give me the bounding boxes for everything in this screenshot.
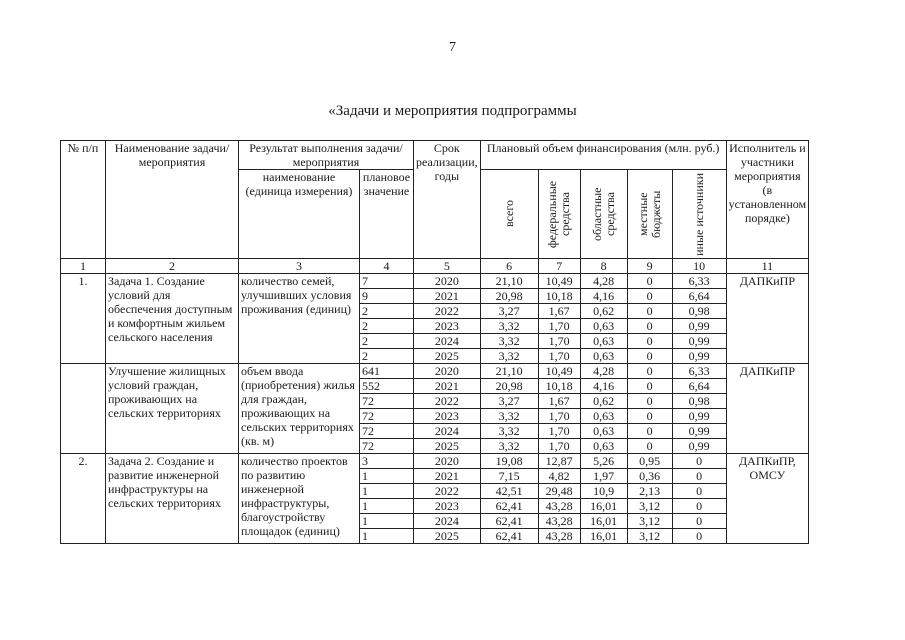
cell-federal: 10,18 xyxy=(538,379,580,394)
cell-local: 0 xyxy=(627,424,672,439)
row-number xyxy=(61,364,106,454)
executor: ДАПКиПР, ОМСУ xyxy=(726,454,809,544)
cell-other: 6,33 xyxy=(672,274,726,289)
cell-plan: 2 xyxy=(360,319,414,334)
cell-plan: 72 xyxy=(360,394,414,409)
cell-local: 0 xyxy=(627,364,672,379)
cell-plan: 1 xyxy=(360,484,414,499)
header-federal-label: федеральные средства xyxy=(545,180,573,248)
cell-regional: 4,16 xyxy=(580,379,627,394)
cell-other: 0 xyxy=(672,499,726,514)
cell-regional: 4,28 xyxy=(580,274,627,289)
cell-federal: 1,70 xyxy=(538,319,580,334)
cell-federal: 43,28 xyxy=(538,514,580,529)
cell-total: 3,32 xyxy=(480,424,538,439)
cell-plan: 1 xyxy=(360,499,414,514)
cell-regional: 4,16 xyxy=(580,289,627,304)
cell-regional: 0,63 xyxy=(580,349,627,364)
cell-plan: 552 xyxy=(360,379,414,394)
cell-plan: 3 xyxy=(360,454,414,469)
cell-other: 0 xyxy=(672,514,726,529)
cell-plan: 1 xyxy=(360,529,414,544)
cell-total: 3,32 xyxy=(480,439,538,454)
cell-local: 0 xyxy=(627,289,672,304)
plan-table xyxy=(60,140,809,544)
task-name: Задача 1. Создание условий для обеспечения доступным и комфортным жильем сельского населения xyxy=(106,274,239,364)
cell-local: 0 xyxy=(627,349,672,364)
header-local xyxy=(627,170,672,259)
cell-regional: 0,63 xyxy=(580,334,627,349)
cell-federal: 1,70 xyxy=(538,409,580,424)
table-row xyxy=(61,364,809,379)
row-number: 2. xyxy=(61,454,106,544)
cell-regional: 10,9 xyxy=(580,484,627,499)
cell-other: 6,64 xyxy=(672,379,726,394)
cell-federal: 12,87 xyxy=(538,454,580,469)
cell-year: 2023 xyxy=(414,409,481,424)
cell-total: 19,08 xyxy=(480,454,538,469)
cell-plan: 1 xyxy=(360,514,414,529)
column-number: 8 xyxy=(580,259,627,274)
cell-federal: 4,82 xyxy=(538,469,580,484)
cell-year: 2022 xyxy=(414,484,481,499)
result-name: объем ввода (приобретения) жилья для граждан, проживающих на сельских территориях (кв. м) xyxy=(239,364,360,454)
cell-year: 2025 xyxy=(414,349,481,364)
document-title: «Задачи и мероприятия подпрограммы xyxy=(328,103,577,119)
cell-total: 3,32 xyxy=(480,409,538,424)
cell-local: 0 xyxy=(627,319,672,334)
cell-other: 0 xyxy=(672,484,726,499)
cell-total: 20,98 xyxy=(480,379,538,394)
column-number: 1 xyxy=(61,259,106,274)
table-row xyxy=(61,274,809,289)
cell-year: 2021 xyxy=(414,289,481,304)
cell-plan: 72 xyxy=(360,409,414,424)
cell-plan: 7 xyxy=(360,274,414,289)
cell-plan: 9 xyxy=(360,289,414,304)
cell-other: 0,99 xyxy=(672,349,726,364)
cell-other: 6,64 xyxy=(672,289,726,304)
cell-regional: 0,63 xyxy=(580,424,627,439)
cell-local: 0 xyxy=(627,409,672,424)
column-number: 3 xyxy=(239,259,360,274)
header-term: Срок реализации, годы xyxy=(414,141,481,259)
cell-total: 62,41 xyxy=(480,499,538,514)
cell-federal: 29,48 xyxy=(538,484,580,499)
cell-year: 2021 xyxy=(414,469,481,484)
cell-regional: 1,97 xyxy=(580,469,627,484)
cell-local: 3,12 xyxy=(627,514,672,529)
cell-total: 62,41 xyxy=(480,529,538,544)
header-other xyxy=(672,170,726,259)
cell-total: 3,32 xyxy=(480,334,538,349)
row-number: 1. xyxy=(61,274,106,364)
cell-local: 0 xyxy=(627,394,672,409)
cell-other: 0,99 xyxy=(672,334,726,349)
task-name: Задача 2. Создание и развитие инженерной инфраструктуры на сельских территориях xyxy=(106,454,239,544)
cell-plan: 72 xyxy=(360,424,414,439)
cell-other: 0 xyxy=(672,529,726,544)
cell-regional: 16,01 xyxy=(580,514,627,529)
cell-total: 62,41 xyxy=(480,514,538,529)
cell-local: 0,95 xyxy=(627,454,672,469)
cell-local: 3,12 xyxy=(627,529,672,544)
cell-plan: 1 xyxy=(360,469,414,484)
cell-year: 2024 xyxy=(414,514,481,529)
cell-other: 0 xyxy=(672,469,726,484)
cell-other: 0,99 xyxy=(672,439,726,454)
header-other-label: иные источники xyxy=(691,172,706,256)
cell-federal: 1,67 xyxy=(538,394,580,409)
result-name: количество семей, улучшивших условия проживания (единиц) xyxy=(239,274,360,364)
cell-other: 0,98 xyxy=(672,304,726,319)
column-number: 10 xyxy=(672,259,726,274)
table-row xyxy=(61,454,809,469)
cell-plan: 2 xyxy=(360,334,414,349)
cell-federal: 43,28 xyxy=(538,529,580,544)
cell-federal: 1,67 xyxy=(538,304,580,319)
cell-year: 2024 xyxy=(414,424,481,439)
cell-other: 6,33 xyxy=(672,364,726,379)
cell-regional: 0,63 xyxy=(580,409,627,424)
header-total xyxy=(480,170,538,259)
cell-federal: 10,49 xyxy=(538,274,580,289)
column-number: 7 xyxy=(538,259,580,274)
column-number: 11 xyxy=(726,259,809,274)
cell-regional: 0,63 xyxy=(580,439,627,454)
executor: ДАПКиПР xyxy=(726,364,809,454)
column-number: 6 xyxy=(480,259,538,274)
header-result-name: наименование (единица измерения) xyxy=(239,170,360,259)
cell-regional: 5,26 xyxy=(580,454,627,469)
cell-local: 0 xyxy=(627,439,672,454)
result-name: количество проектов по развитию инженерной инфраструктуры, благоустройству площадок (единиц) xyxy=(239,454,360,544)
cell-regional: 0,62 xyxy=(580,394,627,409)
cell-total: 3,27 xyxy=(480,304,538,319)
header-name: Наименование задачи/мероприятия xyxy=(106,141,239,259)
cell-local: 0 xyxy=(627,274,672,289)
cell-plan: 2 xyxy=(360,349,414,364)
cell-local: 0 xyxy=(627,379,672,394)
header-regional xyxy=(580,170,627,259)
column-number: 2 xyxy=(106,259,239,274)
cell-federal: 43,28 xyxy=(538,499,580,514)
cell-total: 21,10 xyxy=(480,274,538,289)
header-finance: Плановый объем финансирования (млн. руб.) xyxy=(480,141,726,170)
cell-federal: 10,18 xyxy=(538,289,580,304)
cell-federal: 1,70 xyxy=(538,424,580,439)
cell-total: 3,27 xyxy=(480,394,538,409)
header-local-label: местные бюджеты xyxy=(635,190,663,238)
column-number-row xyxy=(61,259,809,274)
cell-regional: 16,01 xyxy=(580,499,627,514)
cell-local: 0 xyxy=(627,334,672,349)
cell-total: 7,15 xyxy=(480,469,538,484)
cell-year: 2023 xyxy=(414,319,481,334)
cell-year: 2024 xyxy=(414,334,481,349)
cell-other: 0,99 xyxy=(672,319,726,334)
cell-local: 0 xyxy=(627,304,672,319)
header-row-1 xyxy=(61,141,809,170)
cell-local: 3,12 xyxy=(627,499,672,514)
cell-total: 42,51 xyxy=(480,484,538,499)
cell-year: 2021 xyxy=(414,379,481,394)
cell-year: 2025 xyxy=(414,439,481,454)
cell-year: 2020 xyxy=(414,274,481,289)
cell-year: 2022 xyxy=(414,394,481,409)
cell-year: 2020 xyxy=(414,364,481,379)
cell-plan: 2 xyxy=(360,304,414,319)
page-number: 7 xyxy=(449,40,456,55)
cell-federal: 1,70 xyxy=(538,439,580,454)
cell-year: 2020 xyxy=(414,454,481,469)
cell-plan: 72 xyxy=(360,439,414,454)
header-result-plan: плановое значение xyxy=(360,170,414,259)
cell-regional: 0,62 xyxy=(580,304,627,319)
cell-federal: 10,49 xyxy=(538,364,580,379)
cell-other: 0,99 xyxy=(672,424,726,439)
cell-total: 3,32 xyxy=(480,349,538,364)
column-number: 9 xyxy=(627,259,672,274)
header-federal xyxy=(538,170,580,259)
cell-other: 0 xyxy=(672,454,726,469)
cell-regional: 4,28 xyxy=(580,364,627,379)
cell-year: 2023 xyxy=(414,499,481,514)
header-num: № п/п xyxy=(61,141,106,259)
cell-regional: 0,63 xyxy=(580,319,627,334)
cell-regional: 16,01 xyxy=(580,529,627,544)
cell-local: 2,13 xyxy=(627,484,672,499)
executor: ДАПКиПР xyxy=(726,274,809,364)
cell-year: 2025 xyxy=(414,529,481,544)
column-number: 5 xyxy=(414,259,481,274)
task-name: Улучшение жилищных условий граждан, проживающих на сельских территориях xyxy=(106,364,239,454)
cell-year: 2022 xyxy=(414,304,481,319)
cell-other: 0,99 xyxy=(672,409,726,424)
cell-total: 21,10 xyxy=(480,364,538,379)
header-regional-label: областные средства xyxy=(589,187,617,241)
cell-total: 3,32 xyxy=(480,319,538,334)
column-number: 4 xyxy=(360,259,414,274)
cell-plan: 641 xyxy=(360,364,414,379)
cell-total: 20,98 xyxy=(480,289,538,304)
header-total-label: всего xyxy=(501,200,516,228)
header-executor: Исполнитель и участники мероприятия (в установленном порядке) xyxy=(726,141,809,259)
cell-local: 0,36 xyxy=(627,469,672,484)
header-result: Результат выполнения задачи/мероприятия xyxy=(239,141,414,170)
cell-other: 0,98 xyxy=(672,394,726,409)
cell-federal: 1,70 xyxy=(538,349,580,364)
cell-federal: 1,70 xyxy=(538,334,580,349)
